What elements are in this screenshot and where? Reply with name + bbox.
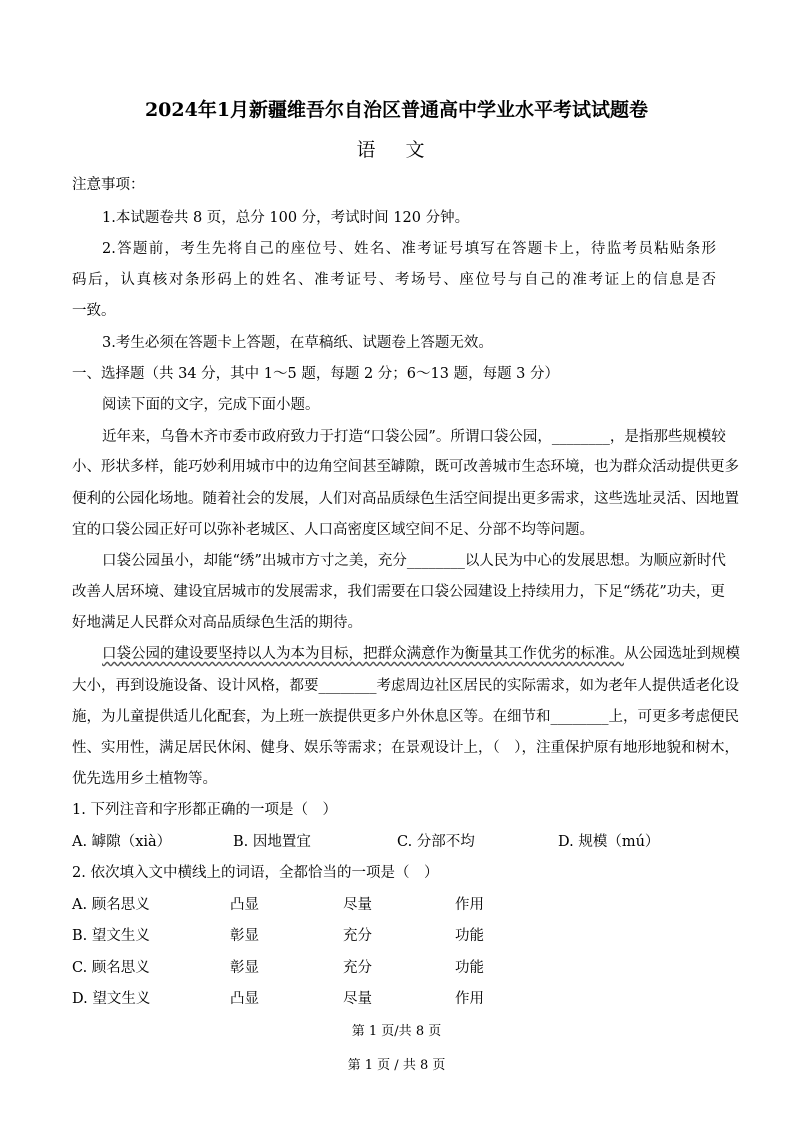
passage-line: 小、形状多样，能巧妙利用城市中的边角空间甚至罅隙，既可改善城市生态环境，也为群众活动提供更多	[72, 459, 739, 475]
q2-option-word: 彰显	[230, 960, 259, 976]
question-2-stem: 2. 依次填入文中横线上的词语，全都恰当的一项是（ ）	[72, 865, 439, 881]
q1-option-c: C. 分部不均	[397, 834, 475, 850]
q2-option-label: C. 顾名思义	[72, 960, 150, 976]
q2-option-label: A. 顾名思义	[72, 897, 150, 913]
passage-line: 近年来，乌鲁木齐市委市政府致力于打造“口袋公园”。所谓口袋公园，________，是指那些规模较	[102, 429, 726, 445]
q1-option-d: D. 规模（mú）	[558, 834, 660, 850]
notice-item: 3.考生必须在答题卡上答题，在草稿纸、试题卷上答题无效。	[102, 335, 493, 351]
q2-option-word: 功能	[455, 928, 484, 944]
instruction: 阅读下面的文字，完成下面小题。	[102, 397, 320, 413]
page-number-inner: 第 1 页/共 8 页	[351, 1024, 442, 1039]
passage-line: 宜的口袋公园正好可以弥补老城区、人口高密度区域空间不足、分部不均等问题。	[72, 522, 594, 538]
q2-option-word: 充分	[343, 928, 372, 944]
passage-line: 施，为儿童提供适儿化配套，为上班一族提供更多户外休息区等。在细节和________上，可更多考虑便民	[72, 709, 739, 725]
question-1-stem: 1. 下列注音和字形都正确的一项是（ ）	[72, 802, 337, 818]
notice-item: 2.答题前，考生先将自己的座位号、姓名、准考证号填写在答题卡上，待监考员粘贴条形	[102, 241, 716, 257]
page-title: 2024年1月新疆维吾尔自治区普通高中学业水平考试试题卷	[144, 99, 649, 121]
subject-title: 语 文	[356, 139, 437, 161]
q1-option-b: B. 因地置宜	[233, 834, 311, 850]
q2-option-word: 凸显	[230, 991, 259, 1007]
q2-option-word: 彰显	[230, 928, 259, 944]
passage-line: 性、实用性，满足居民休闲、健身、娱乐等需求；在景观设计上，（ ），注重保护原有地形地貌和树木，	[72, 740, 739, 756]
passage-line: 便利的公园化场地。随着社会的发展，人们对高品质绿色生活空间提出更多需求，这些选址灵活、因地置	[72, 491, 739, 507]
q1-option-a: A. 罅隙（xià）	[72, 834, 172, 850]
q2-option-label: D. 望文生义	[72, 991, 151, 1007]
passage-line: 改善人居环境、建设宜居城市的发展需求，我们需要在口袋公园建设上持续用力，下足“绣花”功夫，更	[72, 584, 725, 600]
passage-line: 好地满足人民群众对高品质绿色生活的期待。	[72, 615, 362, 631]
passage-line: 口袋公园虽小，却能“绣”出城市方寸之美，充分________以人民为中心的发展思想。为顺应新时代	[102, 553, 726, 569]
notice-item: 一致。	[72, 303, 116, 319]
page-number-outer: 第 1 页 / 共 8 页	[347, 1058, 446, 1073]
section-heading: 一、选择题（共 34 分，其中 1～5 题，每题 2 分；6～13 题，每题 3 分）	[72, 366, 560, 382]
q2-option-word: 作用	[455, 991, 484, 1007]
q2-option-word: 功能	[455, 960, 484, 976]
underlined-sentence: 口袋公园的建设要坚持以人为本为目标，把群众满意作为衡量其工作优劣的标准。	[102, 646, 624, 662]
notice-item: 码后，认真核对条形码上的姓名、准考证号、考场号、座位号与自己的准考证上的信息是否	[72, 272, 716, 288]
passage-line: 优先选用乡土植物等。	[72, 771, 217, 787]
q2-option-word: 尽量	[343, 991, 372, 1007]
q2-option-word: 作用	[455, 897, 484, 913]
q2-option-word: 充分	[343, 960, 372, 976]
q2-option-word: 尽量	[343, 897, 372, 913]
q2-option-word: 凸显	[230, 897, 259, 913]
notice-item: 1.本试题卷共 8 页，总分 100 分，考试时间 120 分钟。	[102, 210, 470, 226]
passage-text: 从公园选址到规模	[624, 646, 740, 662]
q2-option-label: B. 望文生义	[72, 928, 150, 944]
notice-heading: 注意事项：	[72, 177, 145, 193]
passage-line	[102, 644, 740, 664]
passage-line: 大小，再到设施设备、设计风格，都要________考虑周边社区居民的实际需求，如为老年人提供适老化设	[72, 678, 739, 694]
